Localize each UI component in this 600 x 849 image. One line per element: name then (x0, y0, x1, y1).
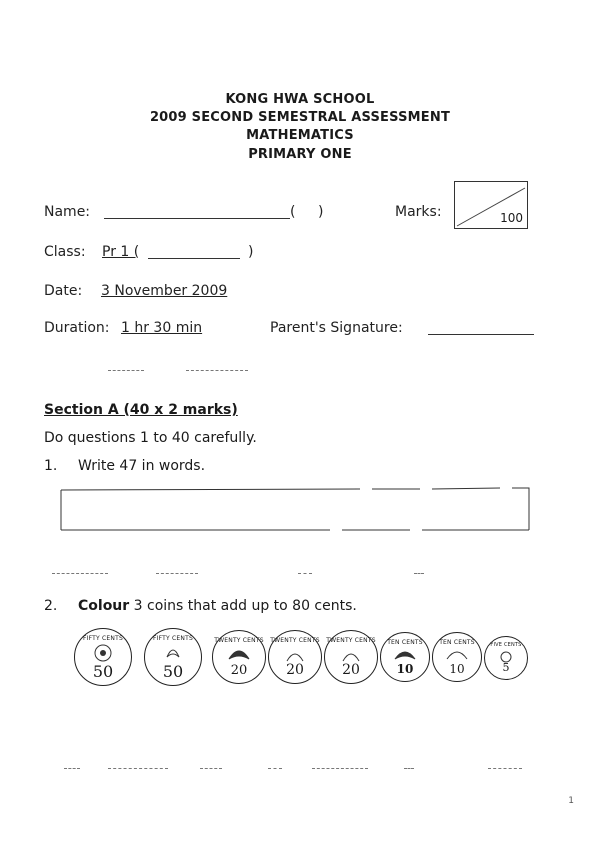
coin-50-cents-2[interactable] (144, 628, 202, 686)
index-bracket-close: ) (318, 204, 324, 220)
coin-text: TWENTY CENTS (214, 637, 264, 644)
question-2-text (78, 598, 357, 614)
scan-mark (488, 768, 522, 769)
coin-50-cents-1[interactable] (74, 628, 132, 686)
scan-mark (298, 573, 312, 574)
class-field[interactable] (148, 258, 240, 259)
level-title: PRIMARY ONE (248, 147, 352, 162)
scan-mark (268, 768, 282, 769)
section-a-instruction: Do questions 1 to 40 carefully. (44, 430, 257, 446)
parent-signature-field[interactable] (428, 334, 534, 335)
duration-label: Duration: (44, 320, 110, 336)
page-number: 1 (568, 796, 574, 806)
duration-value: 1 hr 30 min (121, 320, 203, 336)
marks-total: 100 (500, 211, 523, 225)
coin-text: FIFTY CENTS (153, 635, 193, 642)
coin-value: 5 (502, 661, 510, 674)
answer-box-outline (60, 486, 530, 532)
coin-text: TEN CENTS (439, 639, 475, 646)
scan-mark (108, 768, 168, 769)
coin-value: 50 (162, 662, 184, 681)
name-field[interactable] (104, 218, 290, 219)
coin-20-cents-1[interactable] (212, 630, 266, 684)
index-bracket-open: ( (290, 204, 296, 220)
scan-mark (186, 370, 248, 371)
coin-value: 20 (286, 662, 304, 678)
coin-20-cents-3[interactable] (324, 630, 378, 684)
marks-label: Marks: (395, 204, 442, 220)
question-2-number: 2. (44, 598, 58, 614)
coin-20-cents-2[interactable] (268, 630, 322, 684)
coin-row (74, 626, 534, 686)
coin-text: FIFTY CENTS (83, 635, 123, 642)
scan-mark (52, 573, 108, 574)
class-value: Pr 1 ( (102, 244, 140, 260)
coin-text: TEN CENTS (387, 639, 423, 646)
coin-5-cents[interactable] (484, 636, 528, 680)
scan-mark (108, 370, 144, 371)
subject-title: MATHEMATICS (246, 128, 354, 143)
coin-value: 10 (396, 662, 414, 676)
scan-mark (414, 573, 424, 574)
coin-10-cents-2[interactable] (432, 632, 482, 682)
coin-value: 10 (449, 662, 465, 676)
coin-10-cents-1[interactable] (380, 632, 430, 682)
class-label: Class: (44, 244, 86, 260)
question-2-rest: 3 coins that add up to 80 cents. (129, 598, 357, 614)
date-label: Date: (44, 283, 83, 299)
question-1-answer-box[interactable] (60, 486, 530, 532)
coin-text: FIVE CENTS (490, 642, 522, 648)
scan-mark (312, 768, 368, 769)
date-value: 3 November 2009 (101, 283, 228, 299)
assessment-title: 2009 SECOND SEMESTRAL ASSESSMENT (149, 110, 451, 125)
coin-text: TWENTY CENTS (326, 637, 376, 644)
name-label: Name: (44, 204, 91, 220)
class-bracket-close: ) (248, 244, 254, 260)
school-name: KONG HWA SCHOOL (225, 92, 375, 107)
marks-box[interactable] (454, 181, 528, 229)
parent-signature-label: Parent's Signature: (270, 320, 403, 336)
question-1-text: Write 47 in words. (78, 458, 206, 474)
question-1-number: 1. (44, 458, 58, 474)
scan-mark (156, 573, 198, 574)
scan-mark (64, 768, 80, 769)
scan-mark (404, 768, 414, 769)
question-2-bold-word: Colour (78, 598, 130, 614)
section-a-title: Section A (40 x 2 marks) (44, 402, 238, 418)
coin-value: 20 (342, 662, 360, 678)
coin-value: 50 (92, 662, 114, 681)
coin-value: 20 (230, 663, 248, 678)
coin-text: TWENTY CENTS (270, 637, 320, 644)
scan-mark (200, 768, 222, 769)
